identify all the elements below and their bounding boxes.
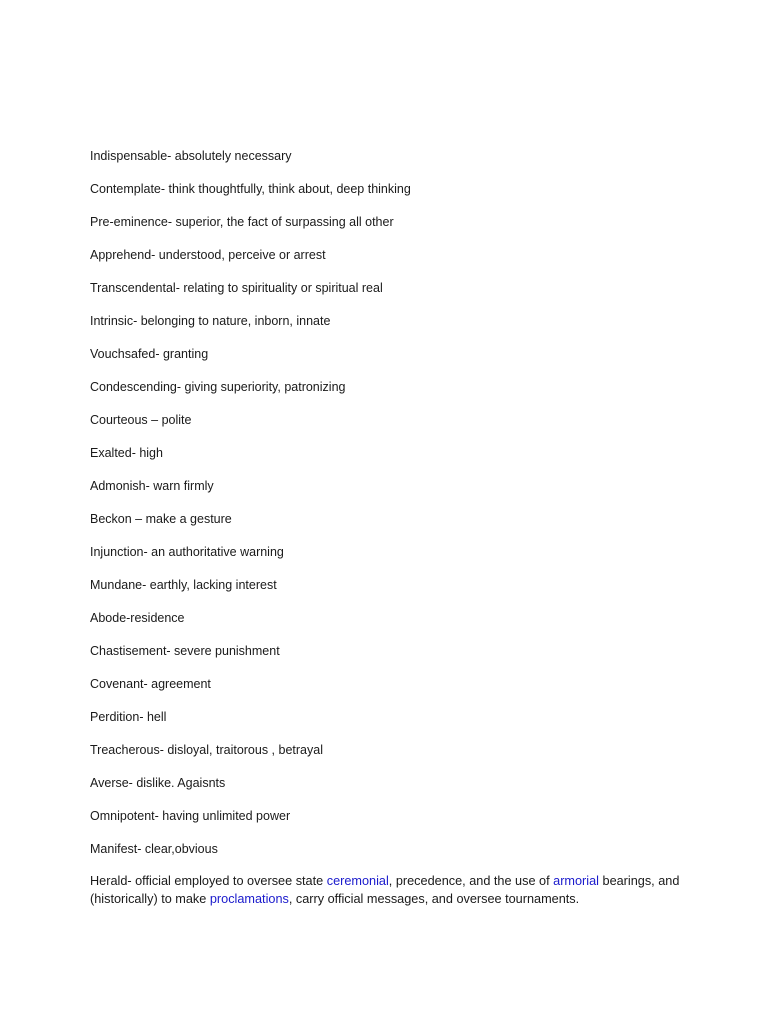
- vocabulary-list: [90, 147, 690, 908]
- armorial-link[interactable]: armorial: [553, 874, 599, 888]
- proclamations-link[interactable]: proclamations: [209, 892, 289, 906]
- vocab-entry: Indispensable- absolutely necessary: [90, 149, 292, 163]
- herald-text-3: bearings, and (historically) to make: [90, 874, 680, 906]
- vocab-entry: Intrinsic- belonging to nature, inborn, innate: [90, 314, 331, 328]
- vocab-entry: Admonish- warn firmly: [90, 479, 214, 493]
- vocab-entry: Apprehend- understood, perceive or arrest: [90, 248, 326, 262]
- herald-text-2: , precedence, and the use of: [388, 874, 554, 888]
- vocab-entry: Omnipotent- having unlimited power: [90, 809, 291, 823]
- vocab-entry: Perdition- hell: [90, 710, 167, 724]
- vocab-entry: Vouchsafed- granting: [90, 347, 209, 361]
- vocab-entry: Treacherous- disloyal, traitorous , betrayal: [90, 743, 323, 757]
- vocab-entry: Pre-eminence- superior, the fact of surpassing all other: [90, 215, 394, 229]
- vocab-entry: Courteous – polite: [90, 413, 192, 427]
- vocab-entry: Mundane- earthly, lacking interest: [90, 578, 277, 592]
- herald-entry: [90, 872, 690, 908]
- vocab-entry: Condescending- giving superiority, patronizing: [90, 380, 346, 394]
- herald-text-1: Herald- official employed to oversee state: [90, 874, 327, 888]
- vocab-entry: Injunction- an authoritative warning: [90, 545, 284, 559]
- herald-text-4: , carry official messages, and oversee tournaments.: [288, 892, 580, 906]
- vocab-entry: Transcendental- relating to spirituality or spiritual real: [90, 281, 383, 295]
- ceremonial-link[interactable]: ceremonial: [326, 874, 389, 888]
- vocab-entry: Contemplate- think thoughtfully, think about, deep thinking: [90, 182, 411, 196]
- vocab-entry: Beckon – make a gesture: [90, 512, 232, 526]
- vocab-entry: Averse- dislike. Agaisnts: [90, 776, 226, 790]
- vocab-entry: Exalted- high: [90, 446, 163, 460]
- vocab-entry: Abode-residence: [90, 611, 185, 625]
- vocab-entry: Manifest- clear,obvious: [90, 842, 218, 856]
- vocab-entry: Covenant- agreement: [90, 677, 211, 691]
- vocab-entry: Chastisement- severe punishment: [90, 644, 280, 658]
